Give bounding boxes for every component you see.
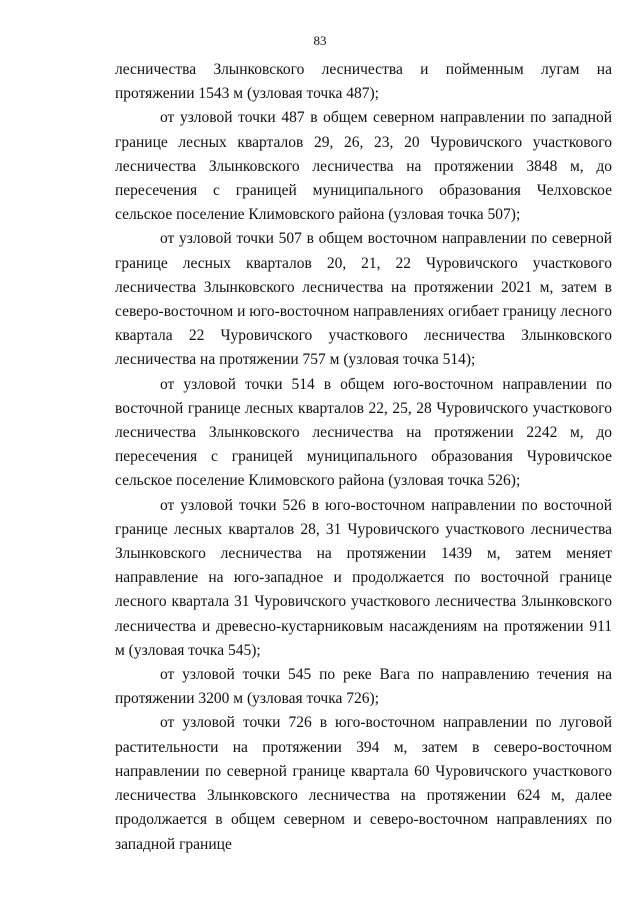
paragraph: от узловой точки 487 в общем северном направлении по западной границе лесных кварталов 29, 26, 23, 20 Чуровичского участкового лесничества Злынковского лесничества на протяжении 3848 м, до пересечения с границей муниципального образования Челховское сельское поселение Климовского района (узловая точка 507);	[115, 109, 612, 224]
document-body	[115, 58, 612, 857]
paragraph: от узловой точки 526 в юго-восточном направлении по восточной границе лесных кварталов 28, 31 Чуровичского участкового лесничества Злынковского лесничества на протяжении 1439 м, затем меняет направление на юго-западное и продолжается по восточной границе лесного квартала 31 Чуровичского участкового лесничества Злынковского лесничества и древесно-кустарниковым насаждениям на протяжении 911 м (узловая точка 545);	[115, 496, 612, 659]
paragraph-continued: лесничества Злынковского лесничества и пойменным лугам на протяжении 1543 м (узловая точка 487);	[115, 61, 612, 103]
paragraph: от узловой точки 726 в юго-восточном направлении по луговой растительности на протяжении 394 м, затем в северо-восточном направлении по северной границе квартала 60 Чуровичского участкового лесничества Злынковского лесничества на протяжении 624 м, далее продолжается в общем северном и северо-восточном направлениях по западной границе	[115, 714, 612, 853]
paragraph: от узловой точки 507 в общем восточном направлении по северной границе лесных кварталов 20, 21, 22 Чуровичского участкового лесничества Злынковского лесничества на протяжении 2021 м, затем в северо-восточном и юго-восточном направлениях огибает границу лесного квартала 22 Чуровичского участкового лесничества Злынковского лесничества на протяжении 757 м (узловая точка 514);	[115, 230, 612, 369]
paragraph: от узловой точки 545 по реке Вага по направлению течения на протяжении 3200 м (узловая точка 726);	[115, 666, 612, 708]
page-number: 83	[313, 33, 327, 48]
paragraph: от узловой точки 514 в общем юго-восточном направлении по восточной границе лесных кварталов 22, 25, 28 Чуровичского участкового лесничества Злынковского лесничества на протяжении 2242 м, до пересечения с границей муниципального образования Чуровичское сельское поселение Климовского района (узловая точка 526);	[115, 375, 612, 490]
